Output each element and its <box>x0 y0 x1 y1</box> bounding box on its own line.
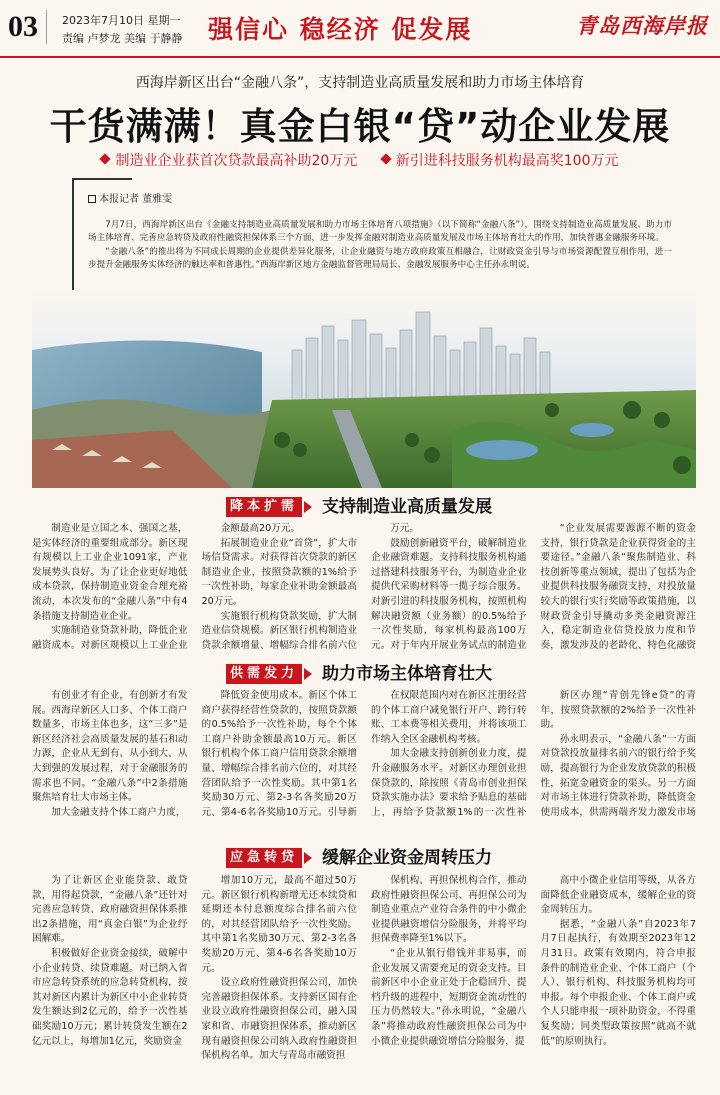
section-1-body <box>32 522 696 652</box>
paper-name-logo: 青岛西海岸报 <box>576 13 708 38</box>
article-subheads <box>0 150 720 170</box>
section-1-column-2: 金额最高20万元。 拓展制造业企业“首贷”，扩大市场信贷需求。对获得首次贷款的新区制造业企业，按照贷款额的1%给予一次性补助，每家企业补助金额最高20万元。 实施银行机构贷款奖励，扩大制造业信贷规模。新区银行机构制造业贷款余额增量、增幅综合排名前六位 <box>201 523 357 651</box>
section-1-header <box>0 497 720 519</box>
page-number: 03 <box>8 10 47 44</box>
masthead <box>0 0 720 58</box>
diamond-bullet-icon <box>380 153 391 164</box>
section-2-body <box>32 689 696 817</box>
section-1-column-1: 制造业是立国之本、强国之基，是实体经济的重要组成部分。新区现有规模以上工业企业1091家，产业发展势头良好。为了让企业更好地低成本贷款，保持制造业资金合理充裕流动，本次发布的“金融八条”中有4条措施支持制造业企业。 实施制造业贷款补助，降低企业融资成本。对新区规模以上工业企业 <box>32 523 188 651</box>
city-aerial-photo <box>32 290 696 488</box>
section-2-column-3: 在权限范围内对在新区注册经营的个体工商户减免银行开户、跨行转账、工本费等相关费用，并将该项工作纳入全区金融机构考核。 加大金融支持创新创业力度，提升金融服务水平。对新区办理创业担保贷款的，除按照《青岛市创业担保贷款实施办法》要求给予贴息的基础上，再给予贷款额1%的一次性补 <box>371 690 527 817</box>
editors-line: 责编 卢梦龙 美编 于静静 <box>62 32 183 45</box>
section-1-column-3: 万元。 鼓励创新融资平台，破解制造业企业融资难题。支持科技服务机构通过搭建科技服务平台，为制造业企业提供代采购材料等一揽子综合服务。对新引进的科技服务机构，按照机构解决融资额（业务额）的0.5%给予一次性奖励，每家机构最高100万元。对于年内开展业务试点的制造业 <box>371 523 527 651</box>
date-line: 2023年7月10日 星期一 <box>62 14 181 27</box>
lead-text <box>88 219 672 273</box>
article-headline: 干货满满！真金白银“贷”动企业发展 <box>49 105 671 148</box>
section-2-tag: 供需发力 <box>226 664 302 684</box>
byline: 本报记者 董雅雯 <box>88 190 672 205</box>
section-2-title: 助力市场主体培育壮大 <box>322 664 492 684</box>
section-3-column-4: 高中小微企业信用等级，从各方面降低企业融资成本，缓解企业的资金周转压力。 据悉，“金融八条”自2023年7月7日起执行，有效期至2023年12月31日。政策有效期内，符合申报条件的制造业企业、个体工商户（个人）、银行机构、科技服务机构均可申报。每个申报企业、个体工商户或个人只能申报一项补助资金，不得重复奖励；同类型政策按照“就高不就低”的原则执行。 <box>540 875 696 1047</box>
square-bullet-icon <box>88 195 96 203</box>
section-2-column-2: 降低资金使用成本。新区个体工商户获得经营性贷款的，按照贷款额的0.5%给予一次性补助，每个个体工商户补助金额最高10万元。新区银行机构个体工商户信用贷款余额增量、增幅综合排名前六位的，对其经营团队给予一次性奖励。其中第1名奖励30万元、第2-3名各奖励20万元、第4-6名各奖励10万元。引导新 <box>201 690 357 817</box>
subhead-1: 制造业企业获首次贷款最高补助20万元 <box>101 153 357 169</box>
article-kicker: 西海岸新区出台“金融八条”，支持制造业高质量发展和助力市场主体培育 <box>135 75 585 91</box>
city-aerial-photo-illustration <box>32 290 696 488</box>
section-2-column-1: 有创业才有企业，有创新才有发展。西海岸新区人口多、个体工商户数量多，市场主体也多，这“三多”是新区经济社会高质量发展的基石和动力源，企业从无到有、从小到大、从大到强的发展过程，对于金融服务的需求也不同。“金融八条”中2条措施聚焦培育壮大市场主体。 加大金融支持个体工商户力度， <box>32 690 188 817</box>
subhead-2: 新引进科技服务机构最高奖100万元 <box>382 153 619 169</box>
section-3-column-2: 增加10万元，最高不超过50万元。新区银行机构新增无还本续贷和延期还本付息额度综合排名前六位的，对其经营团队给予一次性奖励。其中第1名奖励30万元、第2-3名各奖励20万元、第4-6名各奖励10万元。 设立政府性融资担保公司，加快完善融资担保体系。支持新区国有企业设立政府性融资担保公司，融入国家和省、市融资担保体系，推动新区现有融资担保公司纳入政府性融资担保机构名单。加大与青岛市融资担 <box>201 875 357 1062</box>
section-1-tag: 降本扩需 <box>226 497 302 517</box>
diamond-bullet-icon <box>100 153 111 164</box>
section-1-column-4: “企业发展需要源源不断的资金支持，银行贷款是企业获得资金的主要途径。”金融八条“聚焦制造业、科技创新等重点领域，提出了包括为企业提供科技服务融资支持，对投放量较大的银行实行奖励等政策措施，以财政资金引导撬动多类金融资源注入，稳定制造业信贷投放力度和节奏，激发涉及的老龄化、特色化融资 <box>540 523 696 651</box>
section-3-column-3: 保机构、再担保机构合作，推动政府性融资担保公司、再担保公司为制造业重点产业符合条件的中小微企业提供融资增信分险服务，并将平均担保费率降至1%以下。 “企业从银行借钱并非易事，而企业发展又需要充足的资金支持。目前新区中小企业正处于企稳回升、提档升级的进程中，短期资金流动性的压力仍然较大。”孙永明说，“金融八条”将推动政府性融资担保公司为中小微企业提供融资增信分险服务，提 <box>371 875 527 1047</box>
section-3-header <box>0 848 720 870</box>
section-3-body <box>32 874 696 1084</box>
article-lead <box>72 178 672 290</box>
section-3-tag: 应急转贷 <box>226 848 302 868</box>
section-slogan: 强信心 稳经济 促发展 <box>208 15 473 44</box>
section-2-header <box>0 664 720 686</box>
lead-paragraph-2: “金融八条”的推出将为不同成长周期的企业提供差异化服务，让企业融资与地方政府政策互相融合，让财政资金引导与市场资源配置互相作用，进一步提升金融服务实体经济的触达率和普惠性。”西海岸新区地方金融监督管理局局长、金融发展服务中心主任孙永明说。 <box>88 246 672 271</box>
section-1-title: 支持制造业高质量发展 <box>322 497 492 517</box>
section-2-column-4: 新区办理“青创先锋e贷”的青年，按照贷款额的2%给予一次性补助。 孙永明表示，“金融八条”一方面对贷款投放量排名前六的银行给予奖励，提高银行为企业发放贷款的积极性，拓宽金融资金的渠头。另一方面对市场主体进行贷款补助，降低资金使用成本，供需两端齐发力激发市场 <box>540 690 696 817</box>
section-3-title: 缓解企业资金周转压力 <box>322 848 492 868</box>
lead-paragraph-1: 7月7日，西海岸新区出台《金融支持制造业高质量发展和助力市场主体培育八项措施》（以下简称“金融八条”），围绕支持制造业高质量发展、助力市场主体培育、完善应急转贷及政府性融资担保体系三个方面，进一步发挥金融对制造业高质量发展及市场主体培育壮大的作用，加快普惠金融服务环境。 <box>88 220 672 244</box>
section-3-column-1: 为了让新区企业能贷款、敢贷款，用得起贷款，“金融八条”还针对完善应急转贷、政府融资担保体系推出2条措施，用“真金白银”为企业纾困解难。 积极做好企业资金接续，破解中小企业转贷、续贷难题。对已纳入省市应急转贷系统的应急转贷机构，按其对新区内累计为新区中小企业转贷发生额达到2亿元的，给予一次性基础奖励10万元；累计转贷发生额在2亿元以上，每增加1亿元，奖励资金 <box>32 875 188 1047</box>
